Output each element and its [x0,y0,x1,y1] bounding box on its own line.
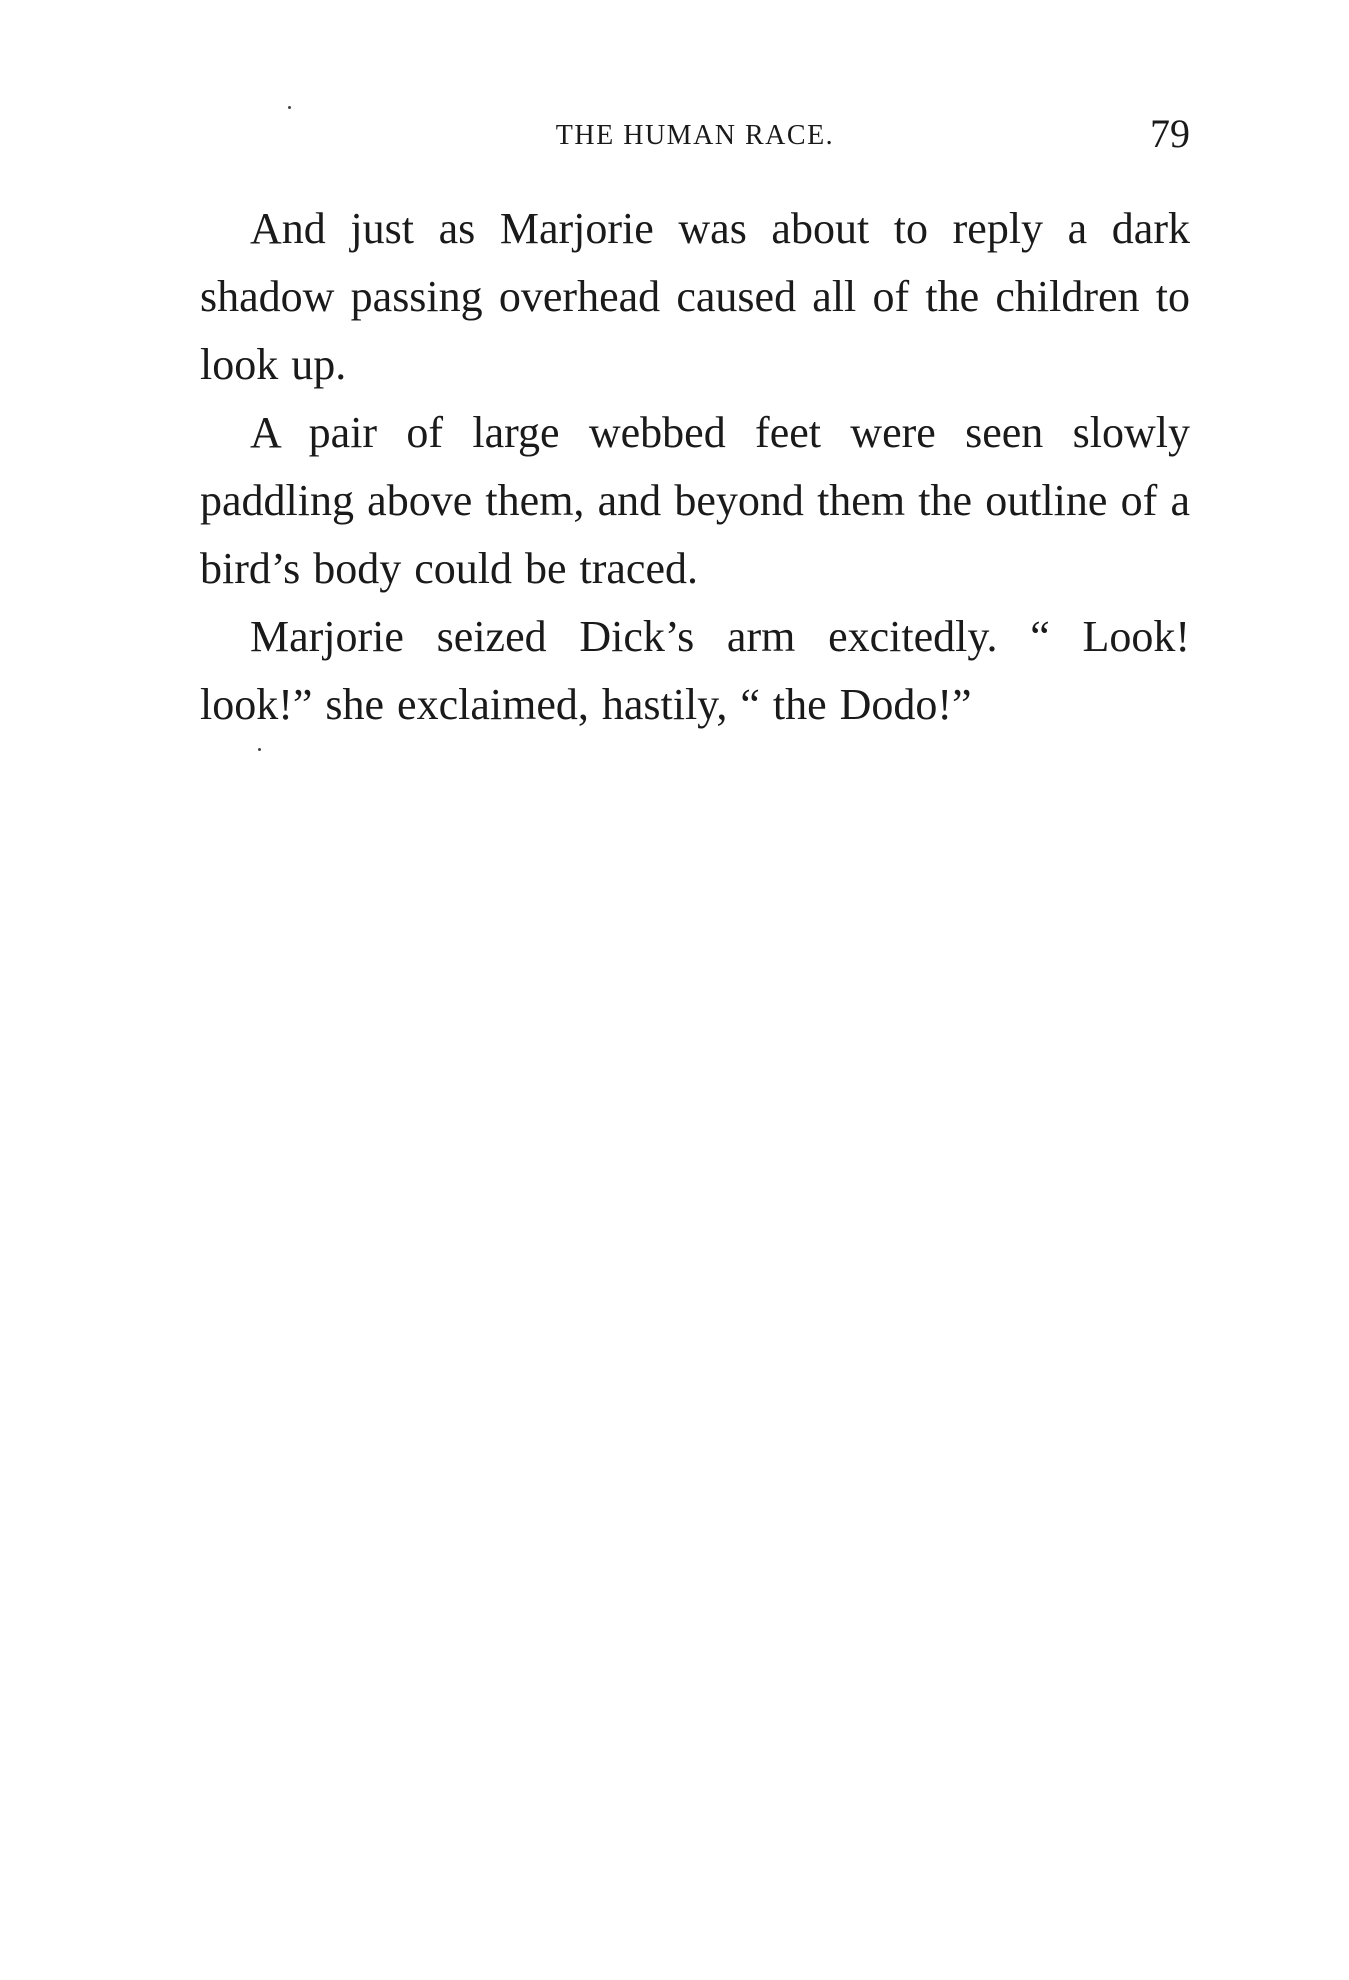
paragraph: A pair of large webbed feet were seen slowly paddling above them, and beyond them the outline of a bird’s body could be traced. [200,408,1190,593]
paragraph: And just as Marjorie was about to reply a dark shadow passing overhead caused all of the children to look up. [200,204,1190,389]
ink-speck [258,748,261,751]
paragraph: Marjorie seized Dick’s arm excitedly. “ Look! look!” she exclaimed, hastily, “ the Dodo!” [200,612,1190,729]
running-head [200,110,1190,160]
body-text [200,195,1190,739]
running-title: THE HUMAN RACE. [555,120,835,151]
ink-speck [288,106,291,109]
page-number: 79 [1150,111,1190,156]
